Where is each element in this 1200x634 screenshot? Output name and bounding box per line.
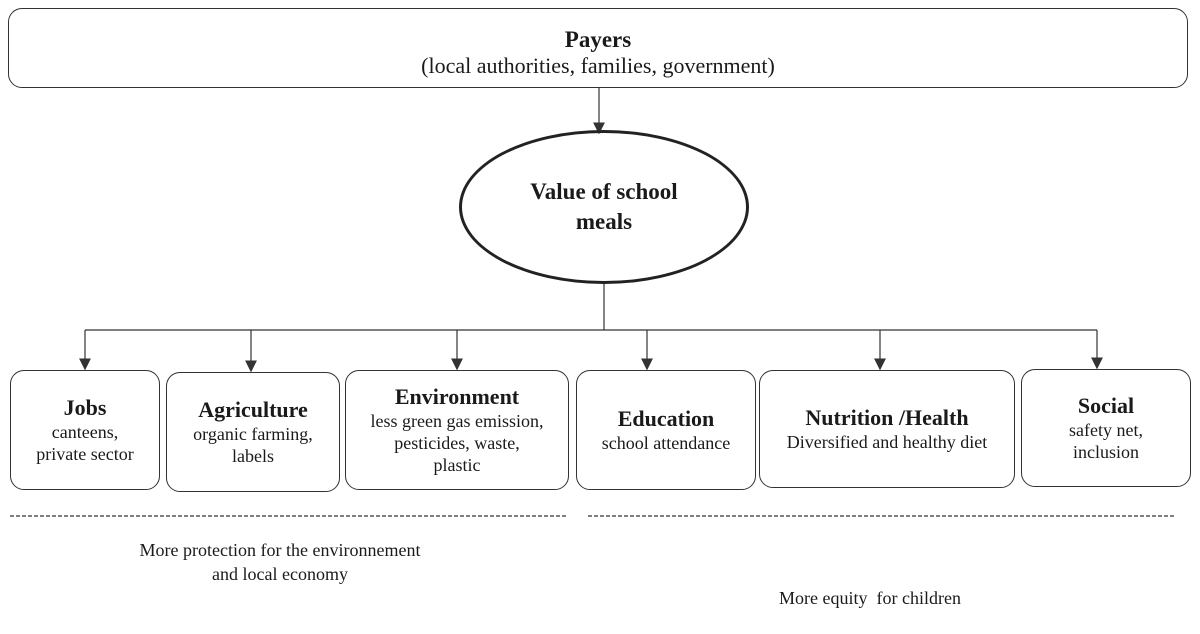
value-line-2: meals — [575, 209, 633, 234]
category-title: Agriculture — [198, 397, 308, 422]
category-desc: inclusion — [1073, 442, 1139, 462]
category-social — [1021, 369, 1191, 487]
category-desc: school attendance — [601, 433, 731, 453]
payers-box — [8, 8, 1188, 88]
category-title: Environment — [394, 384, 520, 409]
category-environment — [345, 370, 569, 490]
category-nutrition-health — [759, 370, 1015, 488]
category-title: Education — [617, 406, 715, 431]
category-jobs — [10, 370, 160, 490]
footer-left-line-2: and local economy — [212, 564, 348, 584]
footer-left — [60, 538, 500, 586]
category-title: Jobs — [63, 395, 107, 420]
category-desc: private sector — [36, 444, 134, 464]
category-desc: organic farming, — [193, 424, 313, 444]
category-desc: Diversified and healthy diet — [786, 432, 988, 452]
value-text — [504, 177, 704, 237]
value-ellipse — [459, 130, 749, 284]
footer-left-line-1: More protection for the environnement — [139, 540, 421, 560]
category-agriculture — [166, 372, 340, 492]
category-title: Nutrition /Health — [805, 405, 969, 430]
category-title: Social — [1077, 393, 1135, 418]
footer-right-line-1: More equity for children — [779, 588, 961, 608]
category-desc: safety net, — [1069, 420, 1143, 440]
payers-title: Payers — [564, 27, 632, 52]
value-line-1: Value of school — [530, 179, 678, 204]
category-desc: plastic — [433, 455, 481, 475]
category-desc: pesticides, waste, — [394, 433, 520, 453]
category-education — [576, 370, 756, 490]
payers-subtitle: (local authorities, families, government) — [421, 53, 775, 78]
category-desc: less green gas emission, — [370, 411, 544, 431]
category-desc: labels — [232, 446, 274, 466]
footer-right — [690, 538, 1050, 634]
category-desc: canteens, — [51, 422, 119, 442]
